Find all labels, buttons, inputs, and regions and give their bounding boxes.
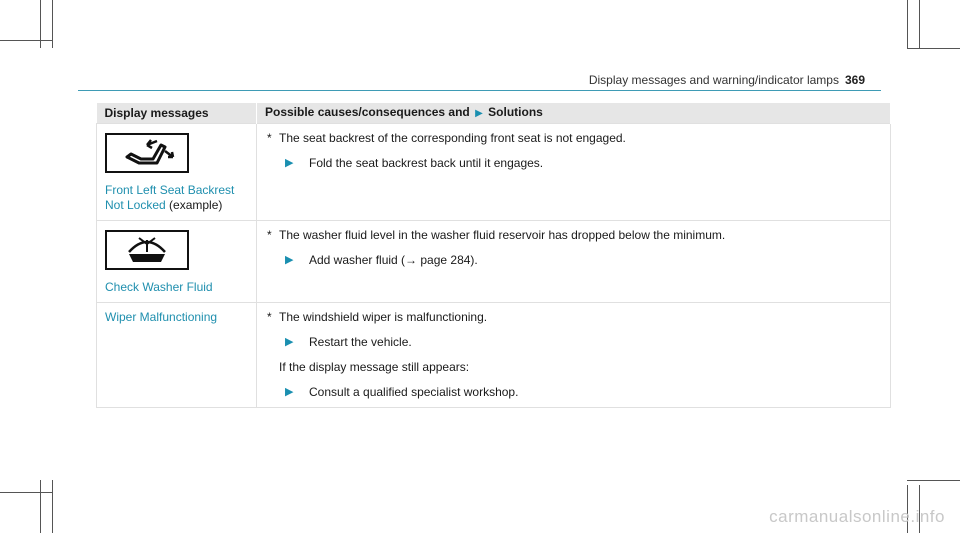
display-messages-table — [96, 103, 891, 408]
solution-text: Consult a qualified specialist workshop. — [309, 385, 519, 399]
crop-mark — [907, 480, 960, 481]
message-front-left-seat: Front Left Seat Backrest — [105, 183, 235, 197]
crop-mark — [52, 480, 53, 533]
note-text: If the display message still appears: — [279, 360, 470, 374]
col-header-causes: Possible causes/consequences and — [265, 105, 470, 119]
message-not-locked: Not Locked — [105, 198, 166, 212]
play-arrow-icon: ▶ — [285, 386, 294, 398]
cause-solution-cell — [257, 124, 891, 221]
cause-solution-cell — [257, 303, 891, 408]
cause-text: The windshield wiper is malfunctioning. — [279, 310, 488, 324]
star-marker: * — [267, 228, 272, 242]
col-header-causes-solutions — [257, 103, 891, 124]
message-check-washer-fluid: Check Washer Fluid — [105, 280, 213, 294]
crop-mark — [907, 48, 960, 49]
display-message-cell — [97, 303, 257, 408]
message-example-note: (example) — [169, 198, 223, 212]
solution-text: Add washer fluid ( — [309, 253, 406, 267]
table-row — [97, 303, 891, 408]
crop-mark — [919, 0, 920, 48]
washer-fluid-icon — [105, 230, 189, 270]
seat-backrest-icon — [105, 133, 189, 173]
play-arrow-icon: ▶ — [285, 254, 294, 266]
table-header-row — [97, 103, 891, 124]
display-message-cell — [97, 124, 257, 221]
header-title: Display messages and warning/indicator lamps — [588, 73, 839, 87]
crop-mark — [52, 0, 53, 48]
page-header — [589, 73, 865, 87]
col-header-solutions: Solutions — [488, 105, 543, 119]
cause-text: The washer fluid level in the washer fluid reservoir has dropped below the minimum. — [279, 228, 726, 242]
col-header-display-messages: Display messages — [97, 103, 257, 124]
crop-mark — [40, 480, 41, 533]
star-marker: * — [267, 310, 272, 324]
header-rule — [78, 90, 881, 91]
page-number: 369 — [844, 73, 865, 87]
table-row — [97, 221, 891, 303]
cause-text: The seat backrest of the corresponding front seat is not engaged. — [279, 131, 626, 145]
crop-mark — [0, 492, 52, 493]
play-arrow-icon: ▶ — [285, 336, 294, 348]
star-marker: * — [267, 131, 272, 145]
play-arrow-icon: ▶ — [475, 108, 483, 119]
message-wiper-malfunctioning: Wiper Malfunctioning — [105, 310, 218, 324]
table-row — [97, 124, 891, 221]
crop-mark — [0, 40, 52, 41]
cause-solution-cell — [257, 221, 891, 303]
display-message-cell — [97, 221, 257, 303]
watermark: carmanualsonline.info — [769, 507, 945, 526]
page-reference-arrow: → — [405, 253, 418, 267]
page-reference[interactable]: page 284). — [417, 253, 478, 267]
solution-text: Restart the vehicle. — [309, 335, 412, 349]
crop-mark — [907, 0, 908, 48]
solution-text: Fold the seat backrest back until it engages. — [309, 156, 544, 170]
play-arrow-icon: ▶ — [285, 157, 294, 169]
